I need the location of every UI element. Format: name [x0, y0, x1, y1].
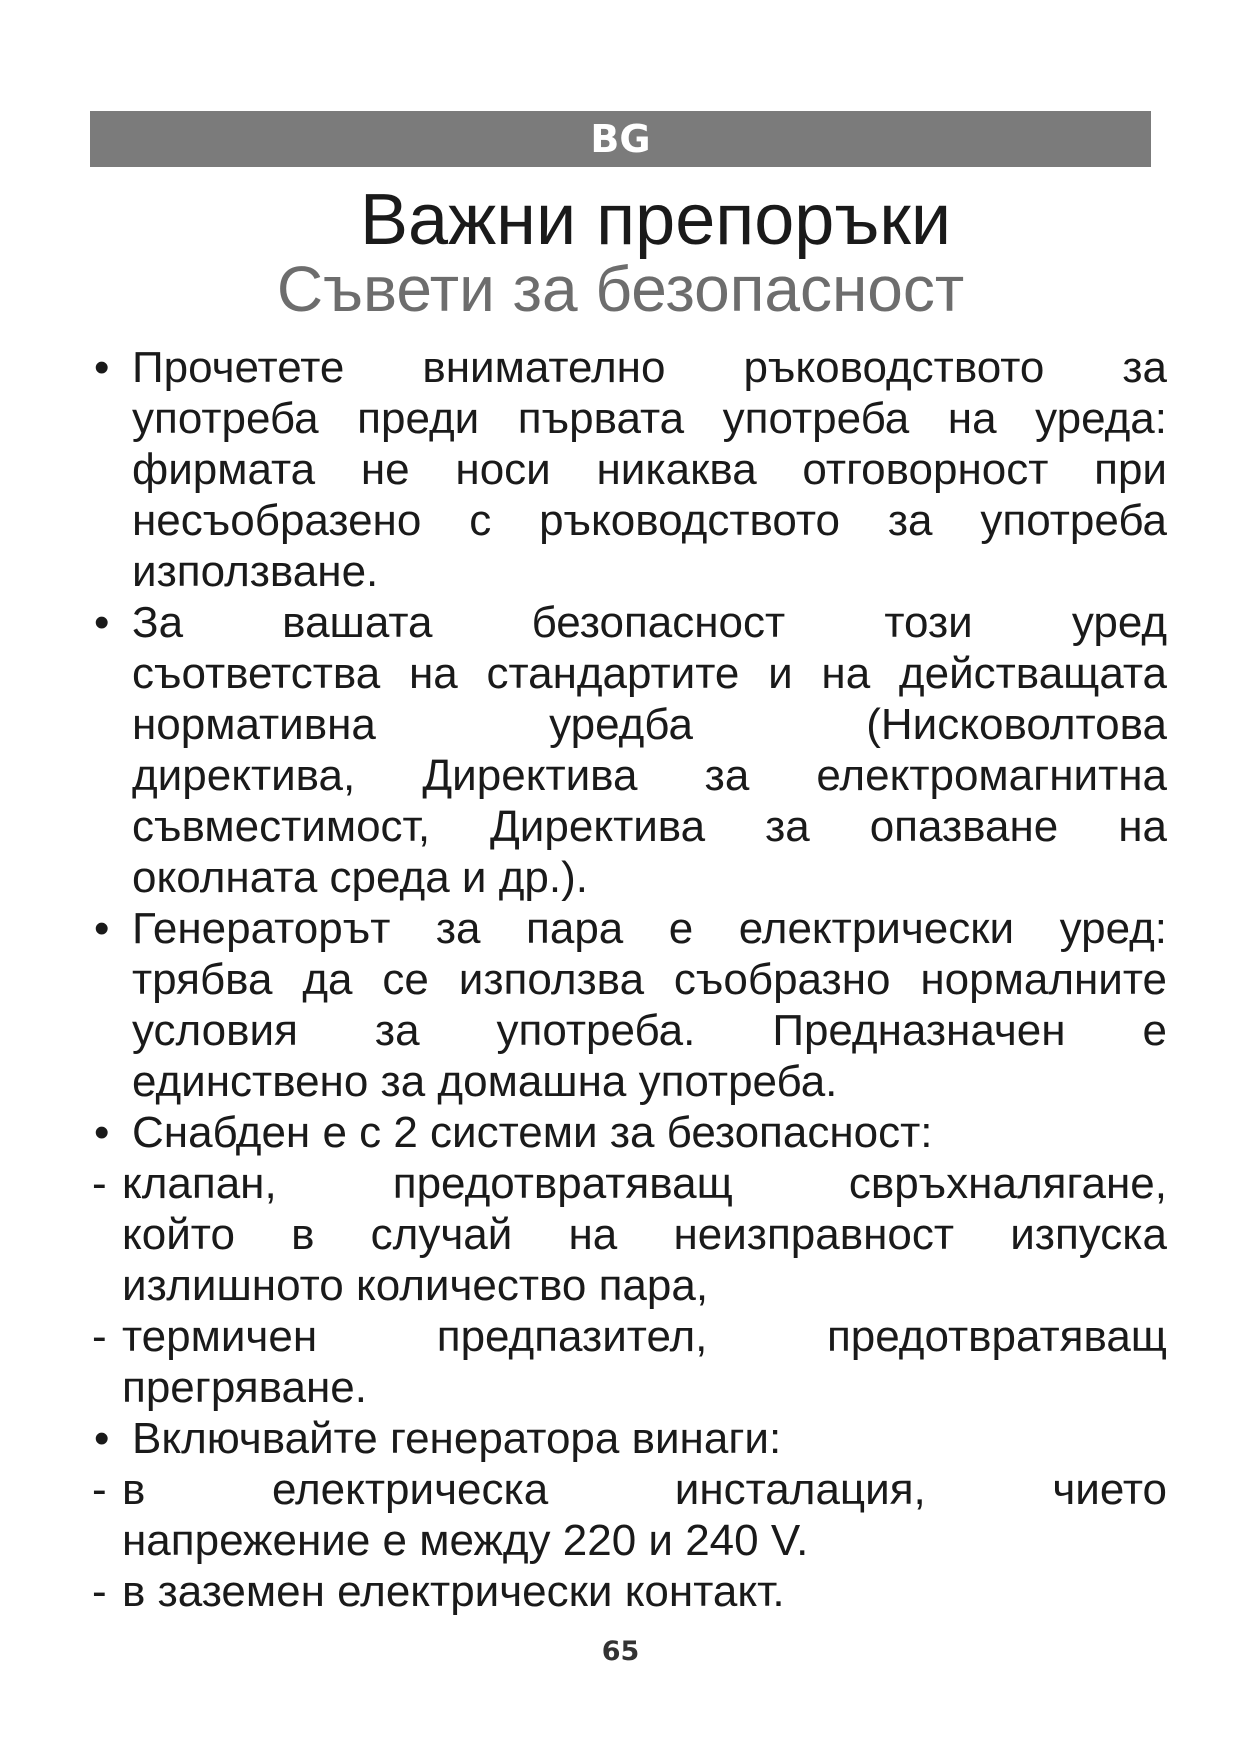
- language-label: BG: [590, 117, 651, 161]
- text-line: несъобразено с ръководството за употреба: [132, 496, 1167, 545]
- text-line: в електрическа инсталация, чието: [122, 1465, 1167, 1514]
- text-line: трябва да се използва съобразно нормалните: [132, 955, 1167, 1004]
- list-item: [92, 903, 1167, 1107]
- text-line: напрежение е между 220 и 240 V.: [122, 1516, 809, 1565]
- text-line: нормативна уредба (Нисковолтова: [132, 700, 1167, 749]
- text-line: фирмата не носи никаква отговорност при: [132, 445, 1167, 494]
- list-item: [92, 1107, 1167, 1158]
- dash-marker: -: [92, 1567, 107, 1616]
- text-line: директива, Директива за електромагнитна: [132, 751, 1167, 800]
- text-line: Прочетете внимателно ръководството за: [132, 343, 1167, 392]
- language-header-bar: [90, 111, 1151, 167]
- page-subtitle: Съвети за безопасност: [276, 253, 965, 325]
- text-line: който в случай на неизправност изпуска: [122, 1210, 1167, 1259]
- text-line: съответства на стандартите и на действащата: [132, 649, 1167, 698]
- sub-list-item: [92, 1464, 1167, 1566]
- text-line: излишното количество пара,: [122, 1261, 709, 1310]
- page-title: Важни препоръки: [359, 180, 952, 260]
- bullet-marker: •: [94, 904, 110, 953]
- text-line: клапан, предотвратяващ свръхналягане,: [122, 1159, 1167, 1208]
- sub-list-item: [92, 1311, 1167, 1413]
- text-line: прегряване.: [122, 1363, 367, 1412]
- text-line: единствено за домашна употреба.: [132, 1057, 838, 1106]
- sub-list-item: [92, 1566, 1167, 1617]
- text-line: Снабден е с 2 системи за безопасност:: [132, 1108, 933, 1157]
- text-line: Включвайте генератора винаги:: [132, 1414, 782, 1463]
- list-item: [92, 1413, 1167, 1464]
- page-number: 65: [601, 1636, 640, 1667]
- text-line: термичен предпазител, предотвратяващ: [122, 1312, 1167, 1361]
- text-line: околната среда и др.).: [132, 853, 588, 902]
- text-line: За вашата безопасност този уред: [132, 598, 1167, 647]
- text-line: използване.: [132, 547, 379, 596]
- text-line: Генераторът за пара е електрически уред:: [132, 904, 1167, 953]
- text-line: условия за употреба. Предназначен е: [132, 1006, 1167, 1055]
- dash-marker: -: [92, 1312, 107, 1361]
- list-item: [92, 597, 1167, 903]
- text-line: употреба преди първата употреба на уреда:: [132, 394, 1167, 443]
- bullet-marker: •: [94, 1414, 110, 1463]
- dash-marker: -: [92, 1465, 107, 1514]
- text-line: съвместимост, Директива за опазване на: [132, 802, 1167, 851]
- dash-marker: -: [92, 1159, 107, 1208]
- safety-instructions-list: [92, 342, 1167, 1617]
- bullet-marker: •: [94, 343, 110, 392]
- bullet-marker: •: [94, 1108, 110, 1157]
- text-line: в заземен електрически контакт.: [122, 1567, 785, 1616]
- sub-list-item: [92, 1158, 1167, 1311]
- bullet-marker: •: [94, 598, 110, 647]
- list-item: [92, 342, 1167, 597]
